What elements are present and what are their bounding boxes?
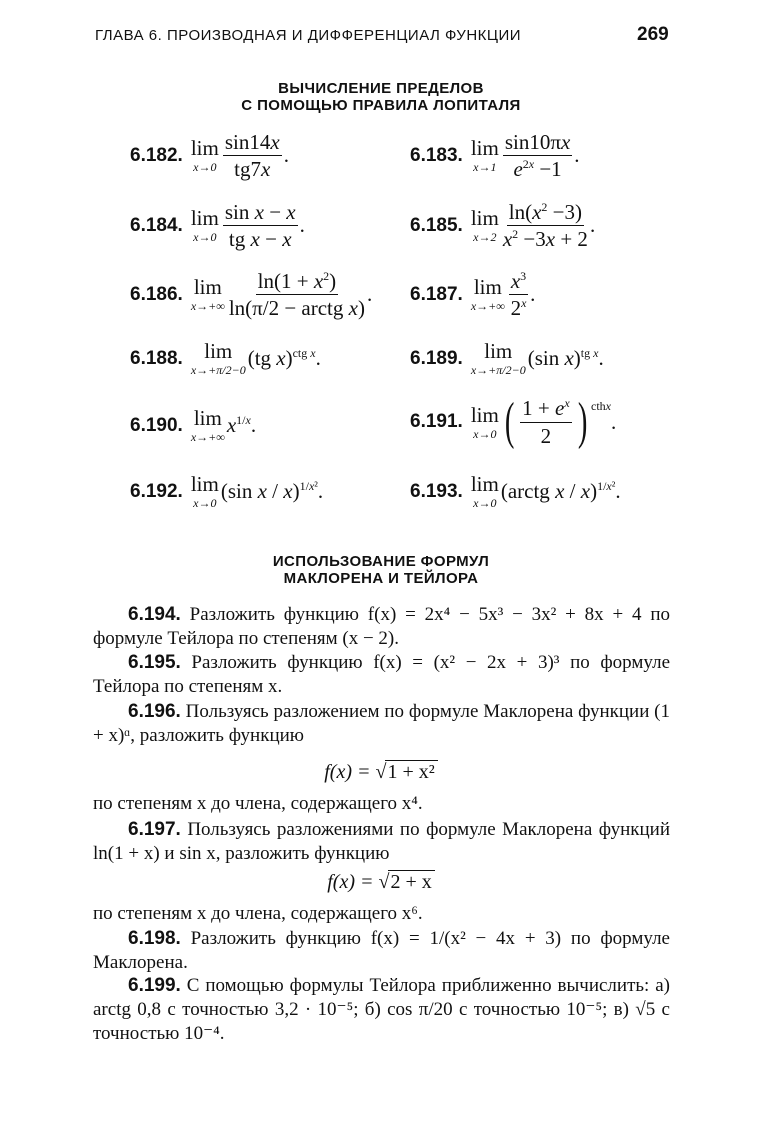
section-title-line: С ПОМОЩЬЮ ПРАВИЛА ЛОПИТАЛЯ bbox=[241, 97, 521, 114]
problem-6-196-tail bbox=[93, 792, 670, 816]
limit: lim x→2 bbox=[470, 206, 499, 245]
fraction: $\frac{\sin 10\pi x}{e^{2x} -1}$ bbox=[504, 130, 571, 182]
section-title-taylor bbox=[0, 553, 762, 587]
problem-6-192: 6.192. lim x→0 (sin x / x)$^{1/x^2}$. bbox=[130, 472, 324, 510]
problem-number: 6.191. bbox=[410, 411, 463, 432]
problem-6-183: 6.183. lim x→1 $\frac{\sin 10\pi x}{e^{2x} -1}$ . bbox=[410, 130, 580, 182]
limit: lim x→0 bbox=[190, 206, 219, 245]
limit: lim x→+π/2−0 bbox=[190, 339, 246, 377]
section-title-limits bbox=[0, 80, 762, 114]
problem-text: Разложить функцию f(x) = (x² − 2x + 3)³ по формуле Тейлора по степеням x. bbox=[93, 652, 670, 697]
fraction: $\frac{\ln(1 + x^2)}{\text{ln(π/2 − arctg x)}}$ bbox=[228, 269, 365, 321]
section-title-line: ВЫЧИСЛЕНИЕ ПРЕДЕЛОВ bbox=[278, 80, 484, 97]
problem-text: Пользуясь разложениями по формуле Маклорена функций ln(1 + x) и sin x, разложить функцию bbox=[93, 819, 670, 864]
problem-6-184: 6.184. lim x→0 $\frac{\text{sin x − x}}{\text{tg x − x}}$ . bbox=[130, 200, 305, 252]
problem-number: 6.188. bbox=[130, 347, 183, 369]
formula-lhs: f(x) = bbox=[327, 871, 379, 893]
problem-6-193: 6.193. lim x→0 (arctg x / x)$^{1/x^2}$. bbox=[410, 472, 621, 510]
problem-6-194 bbox=[93, 603, 670, 651]
problem-number: 6.190. bbox=[130, 414, 183, 436]
problem-6-182: 6.182. lim x→0 $\frac{\sin 14x}{tg7x}$ . bbox=[130, 130, 289, 182]
problem-6-196 bbox=[93, 700, 670, 748]
problem-6-198 bbox=[93, 927, 670, 975]
section-title-line: ИСПОЛЬЗОВАНИЕ ФОРМУЛ bbox=[272, 553, 490, 570]
problem-6-197-tail bbox=[93, 902, 670, 926]
problem-number: 6.186. bbox=[130, 283, 183, 305]
problem-number: 6.192. bbox=[130, 480, 183, 502]
limit: lim x→+∞ bbox=[190, 275, 225, 314]
problem-number: 6.184. bbox=[130, 214, 183, 236]
radicand: 1 + x² bbox=[385, 760, 437, 784]
problem-number: 6.199. bbox=[128, 975, 181, 996]
problem-6-197 bbox=[93, 818, 670, 866]
problem-number: 6.185. bbox=[410, 214, 463, 236]
problem-6-188: 6.188. lim x→+π/2−0 (tg x)$^{ctg x}$. bbox=[130, 339, 321, 377]
problem-6-187: 6.187. lim x→+∞ $\frac{x^3}{2^x}$ . bbox=[410, 269, 536, 321]
problem-number: 6.182. bbox=[130, 144, 183, 166]
problem-text: Разложить функцию f(x) = 2x⁴ − 5x³ − 3x² + 8x + 4 по формуле Тейлора по степеням (x − 2). bbox=[93, 604, 670, 649]
section-title-line: МАКЛОРЕНА И ТЕЙЛОРА bbox=[283, 570, 479, 587]
problem-number: 6.183. bbox=[410, 144, 463, 166]
problem-text: по степеням x до члена, содержащего x⁶. bbox=[93, 903, 423, 924]
problem-text: Разложить функцию f(x) = 1/(x² − 4x + 3) по формуле Маклорена. bbox=[93, 928, 670, 973]
problem-text: по степеням x до члена, содержащего x⁴. bbox=[93, 793, 423, 814]
formula-lhs: f(x) = bbox=[324, 761, 376, 783]
limit: lim x→0 bbox=[190, 472, 219, 510]
fraction: $\frac{\sin 14x}{tg7x}$ bbox=[224, 130, 280, 182]
problem-number: 6.189. bbox=[410, 347, 463, 369]
problem-6-185: 6.185. lim x→2 $\frac{\ln(x^2 -3)}{x^2 -3x + 2}$ . bbox=[410, 200, 596, 252]
problem-number: 6.195. bbox=[128, 652, 181, 673]
fraction: $\frac{1 + e^x}{2}$ bbox=[522, 396, 570, 448]
formula-6-196: f(x) = √1 + x² bbox=[0, 760, 762, 784]
fraction: $\frac{x^3}{2^x}$ bbox=[510, 269, 527, 321]
problem-number: 6.196. bbox=[128, 701, 181, 722]
problem-6-199 bbox=[93, 974, 670, 1046]
page-number: 269 bbox=[637, 24, 669, 45]
problem-6-186: 6.186. lim x→+∞ $\frac{\ln(1 + x^2)}{\text{ln(π/2 − arctg x)}}$ . bbox=[130, 269, 373, 321]
fraction: $\frac{\text{sin x − x}}{\text{tg x − x}}$ bbox=[224, 200, 296, 252]
limit: lim x→+∞ bbox=[190, 406, 225, 444]
running-header: ГЛАВА 6. ПРОИЗВОДНАЯ И ДИФФЕРЕНЦИАЛ ФУНКЦИИ bbox=[95, 27, 522, 44]
limit: lim x→0 bbox=[470, 472, 499, 510]
problem-text: Пользуясь разложением по формуле Маклорена функции (1 + x)ᵅ, разложить функцию bbox=[93, 701, 670, 746]
problem-number: 6.198. bbox=[128, 928, 181, 949]
problem-text: С помощью формулы Тейлора приближенно вычислить: а) arctg 0,8 с точностью 3,2 · 10⁻⁵; б) cos π/20 с точностью 10⁻⁵; в) √5 с точностью 10⁻⁴. bbox=[93, 975, 670, 1044]
problem-6-195 bbox=[93, 651, 670, 699]
problem-number: 6.194. bbox=[128, 604, 181, 625]
problem-number: 6.197. bbox=[128, 819, 181, 840]
problem-6-189: 6.189. lim x→+π/2−0 (sin x)$^{tg x}$. bbox=[410, 339, 604, 377]
limit: lim x→1 bbox=[470, 136, 499, 175]
limit: lim x→+π/2−0 bbox=[470, 339, 526, 377]
problem-6-190: 6.190. lim x→+∞ $x^{1/x}$. bbox=[130, 406, 257, 444]
fraction: $\frac{\ln(x^2 -3)}{x^2 -3x + 2}$ bbox=[502, 200, 588, 252]
radicand: 2 + x bbox=[388, 870, 434, 894]
problem-number: 6.187. bbox=[410, 283, 463, 305]
problem-6-191: 6.191. lim x→0 ( $\frac{1 + e^x}{2}$ ) $^{cthx}$ . bbox=[410, 393, 617, 450]
problem-number: 6.193. bbox=[410, 480, 463, 502]
limit: lim x→+∞ bbox=[470, 275, 505, 314]
formula-6-197: f(x) = √2 + x bbox=[0, 870, 762, 894]
limit: lim x→0 bbox=[470, 402, 499, 441]
limit: lim x→0 bbox=[190, 136, 219, 175]
